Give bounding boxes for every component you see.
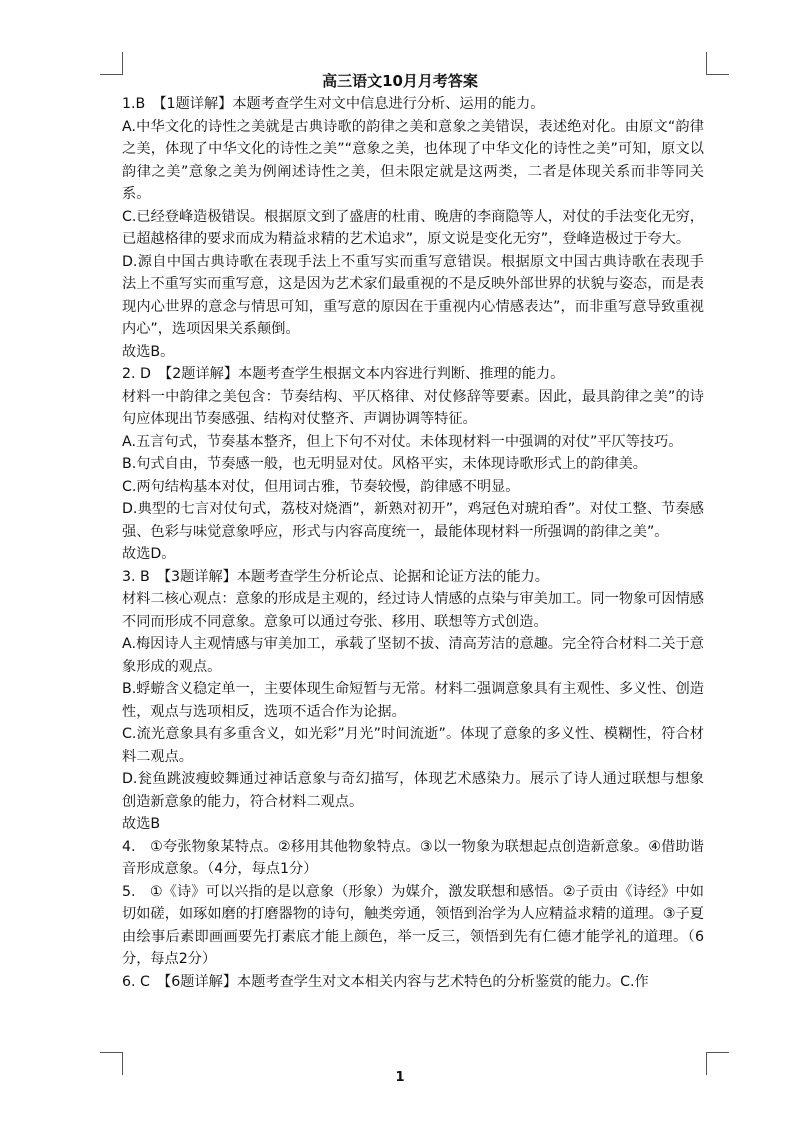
answer-paragraph: A.中华文化的诗性之美就是古典诗歌的韵律之美和意象之美错误，表述绝对化。由原文“韵律之美，体现了中华文化的诗性之美”“意象之美，也体现了中华文化的诗性之美”可知，原文以韵律之美”意象之美为例阐述诗性之美，但未限定就是这两类，二者是体现关系而非等同关系。 <box>122 118 704 202</box>
answer-paragraph: B.蜉蝣含义稳定单一，主要体现生命短暂与无常。材料二强调意象具有主观性、多义性、创造性，观点与选项相反，选项不适合作为论据。 <box>122 681 704 720</box>
answer-paragraph: 材料一中韵律之美包含：节奏结构、平仄格律、对仗修辞等要素。因此，最具韵律之美”的诗句应体现出节奏感强、结构对仗整齐、声调协调等特征。 <box>122 388 704 427</box>
answer-paragraph: 3. B 【3题详解】本题考查学生分析论点、论据和论证方法的能力。 <box>122 568 549 585</box>
answer-paragraph: 材料二核心观点：意象的形成是主观的，经过诗人情感的点染与审美加工。同一物象可因情感不同而形成不同意象。意象可以通过夸张、移用、联想等方式创造。 <box>122 591 704 630</box>
answer-paragraph: B.句式自由，节奏感一般，也无明显对仗。风格平实，未体现诗歌形式上的韵律美。 <box>122 456 647 472</box>
answer-paragraph: A.梅因诗人主观情感与审美加工，承载了坚韧不拔、清高芳洁的意趣。完全符合材料二关于意象形成的观点。 <box>122 636 704 675</box>
page-number: 1 <box>395 1070 405 1085</box>
answer-paragraph: 故选D。 <box>122 546 176 562</box>
answer-paragraph: 2. D 【2题详解】本题考查学生根据文本内容进行判断、推理的能力。 <box>122 366 565 382</box>
answer-paragraph: D.典型的七言对仗句式，荔枝对烧酒”，新熟对初开”，鸡冠色对琥珀香”。对仗工整、节奏感强、色彩与味觉意象呼应，形式与内容高度统一，最能体现材料一所强调的韵律之美”。 <box>122 501 704 540</box>
answer-paragraph: C.已经登峰造极错误。根据原文到了盛唐的杜甫、晚唐的李商隐等人，对仗的手法变化无穷，已超越格律的要求而成为精益求精的艺术追求”，原文说是变化无穷”，登峰造极过于夸大。 <box>122 208 704 247</box>
answer-paragraph: C.两句结构基本对仗，但用词古雅，节奏较慢，韵律感不明显。 <box>122 478 520 495</box>
answer-paragraph: 故选B。 <box>122 343 175 360</box>
answer-paragraph: 故选B <box>122 816 161 832</box>
answer-paragraph: 1.B 【1题详解】本题考查学生对文中信息进行分析、运用的能力。 <box>122 96 545 112</box>
answer-paragraph: 6. C 【6题详解】本题考查学生对文本相关内容与艺术特色的分析鉴赏的能力。C.作 <box>122 973 649 990</box>
answer-paragraph: C.流光意象具有多重含义，如光彩”月光”时间流逝”。体现了意象的多义性、模糊性，符合材料二观点。 <box>122 726 704 765</box>
answer-paragraph: 4. ①夸张物象某特点。②移用其他物象特点。③以一物象为联想起点创造新意象。④借助谐音形成意象。（4分，每点1分） <box>122 838 704 877</box>
answer-paragraph: D.瓮鱼跳波瘦蛟舞通过神话意象与奇幻描写，体现艺术感染力。展示了诗人通过联想与想象创造新意象的能力，符合材料二观点。 <box>122 771 704 810</box>
answer-paragraph: D.源自中国古典诗歌在表现手法上不重写实而重写意错误。根据原文中国古典诗歌在表现手法上不重写实而重写意，这是因为艺术家们最重视的不是反映外部世界的状貌与姿态，而是表现内心世界的意念与情思可知，重写意的原因在于重视内心情感表达”，而非重写意导致重视内心”，选项因果关系颠倒。 <box>122 253 704 337</box>
answer-content <box>122 93 704 993</box>
page-title: 高三语文10月月考答案 <box>322 72 478 90</box>
answer-paragraph: A.五言句式，节奏基本整齐，但上下句不对仗。未体现材料一中强调的对仗”平仄等技巧。 <box>122 433 683 450</box>
answer-paragraph: 5. ①《诗》可以兴指的是以意象（形象）为媒介，激发联想和感悟。②子贡由《诗经》中如切如磋，如琢如磨的打磨器物的诗句，触类旁通，领悟到治学为人应精益求精的道理。③子夏由绘事后素即画画要先打素底才能上颜色，举一反三，领悟到先有仁德才能学礼的道理。（6分，每点2分） <box>122 883 704 967</box>
